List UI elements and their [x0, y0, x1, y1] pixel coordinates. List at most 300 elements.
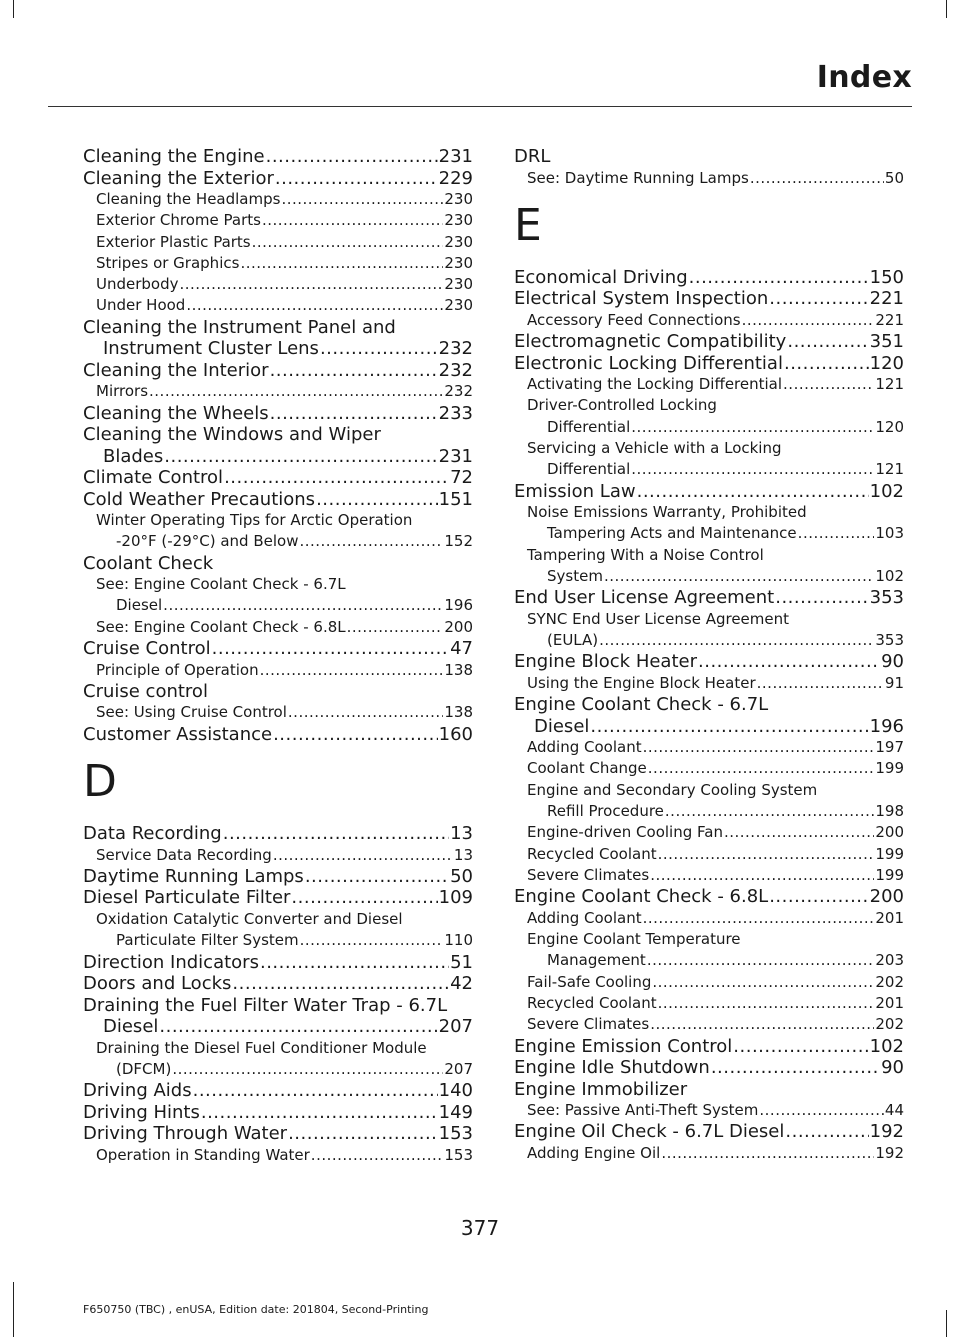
entry-line: [527, 758, 904, 779]
index-entry: [83, 168, 473, 190]
entry-text: Engine Immobilizer: [514, 1078, 688, 1100]
index-subentry: [514, 1100, 904, 1121]
index-entry: [83, 1123, 473, 1145]
entry-text: Economical Driving: [514, 266, 688, 288]
entry-text: Instrument Cluster Lens: [103, 338, 319, 360]
entry-text: DRL: [514, 146, 551, 167]
leader-dots: [787, 331, 868, 353]
leader-dots: [784, 353, 869, 375]
entry-text: Recycled Coolant: [527, 993, 657, 1012]
index-entry: [83, 317, 473, 360]
entry-page: 221: [869, 288, 904, 310]
index-subentry: [514, 929, 904, 972]
entry-line: [514, 481, 904, 503]
index-subentry: [83, 210, 473, 231]
entry-text: Exterior Chrome Parts: [96, 211, 261, 230]
entry-line: [527, 993, 904, 1014]
entry-line: [527, 523, 904, 544]
entry-line: [96, 595, 473, 616]
index-entry: [83, 553, 473, 575]
entry-text: Engine Coolant Check - 6.7L: [514, 694, 769, 716]
entry-line: [83, 638, 473, 660]
leader-dots: [652, 972, 874, 993]
index-subentry: [514, 502, 904, 545]
entry-line: [83, 973, 473, 995]
entry-page: 201: [875, 908, 904, 927]
entry-text: Winter Operating Tips for Arctic Operation: [96, 511, 413, 530]
entry-page: 51: [450, 951, 473, 973]
index-entry: [83, 952, 473, 974]
entry-text: Differential: [547, 460, 631, 479]
entry-text: Driver-Controlled Locking: [527, 396, 717, 415]
entry-text: Refill Procedure: [547, 802, 664, 821]
entry-page: 47: [450, 638, 473, 660]
entry-page: 102: [869, 1035, 904, 1057]
leader-dots: [599, 630, 874, 651]
entry-text: Engine Block Heater: [514, 651, 697, 673]
entry-text: Exterior Plastic Parts: [96, 232, 251, 251]
entry-page: 91: [884, 673, 904, 692]
entry-page: 160: [438, 723, 473, 745]
entry-page: 42: [450, 973, 473, 995]
index-entry: [514, 353, 904, 375]
entry-text: Daytime Running Lamps: [83, 865, 304, 887]
entry-line: [514, 651, 904, 673]
entry-text: Customer Assistance: [83, 723, 273, 745]
index-entry: [514, 651, 904, 673]
leader-dots: [631, 417, 874, 438]
page-number: 377: [460, 1216, 500, 1240]
entry-text: Doors and Locks: [83, 973, 232, 995]
index-subentry: [514, 545, 904, 588]
index-entry: [83, 866, 473, 888]
leader-dots: [212, 638, 449, 660]
leader-dots: [648, 758, 875, 779]
leader-dots: [299, 531, 443, 552]
entry-line: [96, 232, 473, 253]
entry-text: Tampering Acts and Maintenance: [547, 524, 797, 543]
entry-line: [514, 1121, 904, 1143]
index-subentry: [83, 253, 473, 274]
entry-text: System: [547, 566, 603, 585]
entry-page: 232: [444, 382, 473, 401]
leader-dots: [665, 801, 874, 822]
entry-page: 202: [875, 972, 904, 991]
entry-text: Service Data Recording: [96, 845, 272, 864]
index-entry: [83, 638, 473, 660]
entry-line: [527, 310, 904, 331]
entry-line: [527, 865, 904, 886]
entry-page: 50: [450, 865, 473, 887]
entry-text: Cleaning the Interior: [83, 359, 269, 381]
entry-line: [83, 1016, 473, 1038]
leader-dots: [180, 274, 444, 295]
entry-line: [527, 673, 904, 694]
leader-dots: [260, 952, 449, 974]
entry-page: 351: [869, 331, 904, 353]
entry-page: 353: [875, 631, 904, 650]
index-entry: [83, 403, 473, 425]
crop-mark-top-left: [13, 0, 14, 18]
entry-text: Engine Emission Control: [514, 1035, 733, 1057]
entry-line: [527, 1100, 904, 1121]
leader-dots: [320, 338, 438, 360]
leader-dots: [785, 1121, 868, 1143]
entry-line: [96, 274, 473, 295]
leader-dots: [647, 950, 875, 971]
leader-dots: [698, 651, 880, 673]
leader-dots: [658, 993, 875, 1014]
entry-text: Cleaning the Headlamps: [96, 190, 281, 208]
index-subentry: [83, 574, 473, 617]
entry-page: 207: [444, 1059, 473, 1078]
entry-page: 109: [438, 887, 473, 909]
entry-page: 153: [438, 1123, 473, 1145]
entry-line: [96, 845, 473, 866]
entry-text: Cleaning the Instrument Panel and: [83, 316, 396, 338]
entry-text: Adding Coolant: [527, 908, 642, 927]
leader-dots: [658, 844, 875, 865]
entry-text: (DFCM): [116, 1059, 172, 1078]
entry-page: 202: [875, 1015, 904, 1034]
leader-dots: [273, 724, 438, 746]
entry-line: [514, 288, 904, 310]
entry-line: [83, 360, 473, 382]
leader-dots: [164, 446, 437, 468]
section-letter: E: [514, 199, 542, 251]
entry-line: [527, 630, 904, 651]
entry-line: [83, 467, 473, 489]
entry-text: Draining the Fuel Filter Water Trap - 6.7L: [83, 994, 448, 1016]
entry-text: See: Engine Coolant Check - 6.7L: [96, 575, 346, 594]
entry-text: Cruise control: [83, 680, 208, 702]
entry-line: [527, 374, 904, 395]
entry-line: [96, 1145, 473, 1166]
leader-dots: [240, 253, 443, 274]
entry-page: 120: [869, 352, 904, 374]
leader-dots: [347, 617, 444, 638]
leader-dots: [661, 1143, 874, 1164]
entry-text: Tampering With a Noise Control: [527, 545, 764, 564]
entry-text: Particulate Filter System: [116, 931, 299, 950]
entry-line: [96, 660, 473, 681]
entry-text: Cleaning the Wheels: [83, 402, 269, 424]
entry-page: 138: [444, 660, 473, 679]
entry-text: Engine and Secondary Cooling System: [527, 780, 818, 799]
entry-line: [83, 338, 473, 360]
entry-page: 199: [875, 759, 904, 778]
entry-text: Coolant Change: [527, 759, 647, 778]
entry-line: [514, 146, 904, 168]
index-entry: [83, 467, 473, 489]
entry-text: Using the Engine Block Heater: [527, 673, 756, 692]
index-subentry: [514, 1014, 904, 1035]
index-entry: [83, 681, 473, 703]
page-title: Index: [816, 60, 912, 95]
entry-line: [514, 886, 904, 908]
entry-page: 200: [869, 886, 904, 908]
index-entry: [83, 489, 473, 511]
entry-page: 150: [869, 266, 904, 288]
entry-text: Engine Idle Shutdown: [514, 1057, 710, 1079]
index-subentry: [83, 1038, 473, 1081]
index-subentry: [514, 395, 904, 438]
entry-text: Stripes or Graphics: [96, 253, 240, 272]
entry-line: [514, 353, 904, 375]
leader-dots: [232, 973, 449, 995]
leader-dots: [311, 1145, 444, 1166]
entry-line: [96, 930, 473, 951]
entry-page: 230: [444, 275, 473, 294]
entry-page: 230: [444, 211, 473, 230]
entry-line: [83, 168, 473, 190]
entry-text: Severe Climates: [527, 1015, 650, 1034]
entry-line: [96, 295, 473, 316]
index-subentry: [514, 780, 904, 823]
entry-line: [83, 1080, 473, 1102]
index-subentry: [514, 737, 904, 758]
leader-dots: [775, 587, 868, 609]
entry-text: See: Using Cruise Control: [96, 703, 287, 722]
entry-text: Coolant Check: [83, 552, 214, 574]
leader-dots: [733, 1036, 868, 1058]
leader-dots: [163, 595, 443, 616]
entry-line: [96, 253, 473, 274]
entry-page: 231: [438, 445, 473, 467]
leader-dots: [288, 1123, 438, 1145]
entry-line: [527, 822, 904, 843]
entry-page: 232: [438, 338, 473, 360]
leader-dots: [783, 374, 874, 395]
index-entry: [514, 481, 904, 503]
index-subentry: [514, 168, 904, 189]
entry-page: 200: [875, 823, 904, 842]
index-entry: [514, 694, 904, 737]
entry-page: 230: [444, 190, 473, 208]
entry-text: Oxidation Catalytic Converter and Diesel: [96, 909, 403, 928]
leader-dots: [711, 1057, 880, 1079]
entry-text: Electrical System Inspection: [514, 288, 769, 310]
entry-page: 72: [450, 467, 473, 489]
section-letter: D: [83, 756, 117, 808]
index-subentry: [83, 381, 473, 402]
entry-page: 199: [875, 844, 904, 863]
entry-text: Engine Coolant Check - 6.8L: [514, 886, 769, 908]
leader-dots: [798, 523, 875, 544]
index-entry: [514, 146, 904, 168]
index-entry: [514, 1036, 904, 1058]
entry-page: 196: [444, 596, 473, 615]
entry-page: 102: [875, 566, 904, 585]
entry-text: Driving Aids: [83, 1080, 192, 1102]
index-entry: [514, 267, 904, 289]
entry-text: Activating the Locking Differential: [527, 375, 783, 394]
entry-page: 197: [875, 738, 904, 757]
entry-text: Differential: [547, 417, 631, 436]
index-subentry: [83, 617, 473, 638]
entry-page: 90: [881, 651, 904, 673]
entry-line: [514, 267, 904, 289]
leader-dots: [305, 866, 449, 888]
entry-text: Engine-driven Cooling Fan: [527, 823, 723, 842]
header-rule: [48, 106, 912, 107]
entry-text: Servicing a Vehicle with a Locking: [527, 438, 782, 457]
index-subentry: [83, 702, 473, 723]
entry-text: Cold Weather Precautions: [83, 488, 316, 510]
index-subentry: [514, 865, 904, 886]
entry-line: [527, 844, 904, 865]
entry-text: See: Daytime Running Lamps: [527, 168, 749, 187]
entry-line: [83, 146, 473, 168]
entry-page: 50: [884, 168, 904, 187]
leader-dots: [637, 481, 869, 503]
entry-line: [96, 210, 473, 231]
leader-dots: [270, 403, 438, 425]
entry-text: Engine Coolant Temperature: [527, 930, 741, 949]
entry-page: 152: [444, 532, 473, 551]
entry-text: Underbody: [96, 275, 179, 294]
index-entry: [514, 1079, 904, 1101]
entry-page: 149: [438, 1101, 473, 1123]
entry-line: [83, 823, 473, 845]
leader-dots: [724, 822, 874, 843]
entry-page: 44: [884, 1101, 904, 1120]
index-subentry: [514, 822, 904, 843]
entry-page: 200: [444, 617, 473, 636]
entry-page: 230: [444, 232, 473, 251]
index-subentry: [83, 232, 473, 253]
entry-text: Noise Emissions Warranty, Prohibited: [527, 503, 807, 522]
entry-line: [96, 1059, 473, 1080]
leader-dots: [224, 467, 449, 489]
leader-dots: [604, 566, 874, 587]
entry-line: [83, 553, 473, 575]
entry-page: 153: [444, 1145, 473, 1164]
index-subentry: [83, 510, 473, 553]
index-subentry: [83, 1145, 473, 1166]
entry-page: 203: [875, 951, 904, 970]
leader-dots: [149, 381, 443, 402]
leader-dots: [650, 865, 874, 886]
index-subentry: [83, 189, 473, 210]
index-entry: [514, 1057, 904, 1079]
entry-line: [96, 531, 473, 552]
leader-dots: [769, 288, 868, 310]
entry-line: [83, 866, 473, 888]
leader-dots: [650, 1014, 874, 1035]
index-entry: [83, 995, 473, 1038]
leader-dots: [252, 232, 444, 253]
leader-dots: [742, 310, 875, 331]
entry-line: [83, 1102, 473, 1124]
entry-page: 353: [869, 587, 904, 609]
leader-dots: [291, 887, 437, 909]
entry-text: Fail-Safe Cooling: [527, 972, 652, 991]
leader-dots: [631, 459, 874, 480]
leader-dots: [300, 930, 444, 951]
entry-page: 121: [875, 460, 904, 479]
entry-text: Emission Law: [514, 480, 636, 502]
entry-line: [83, 724, 473, 746]
leader-dots: [316, 489, 438, 511]
entry-page: 199: [875, 865, 904, 884]
entry-text: Severe Climates: [527, 865, 650, 884]
entry-text: SYNC End User License Agreement: [527, 609, 790, 628]
entry-page: 230: [444, 253, 473, 272]
crop-mark-bottom-left: [13, 1282, 14, 1337]
entry-line: [83, 681, 473, 703]
index-subentry: [514, 993, 904, 1014]
leader-dots: [769, 886, 868, 908]
leader-dots: [689, 267, 869, 289]
index-entry: [83, 360, 473, 382]
leader-dots: [643, 737, 875, 758]
entry-page: 230: [444, 296, 473, 315]
leader-dots: [193, 1080, 438, 1102]
leader-dots: [281, 189, 443, 210]
entry-text: Draining the Diesel Fuel Conditioner Module: [96, 1038, 427, 1057]
leader-dots: [590, 716, 868, 738]
index-entry: [83, 973, 473, 995]
entry-line: [527, 1143, 904, 1164]
entry-line: [514, 587, 904, 609]
entry-line: [96, 617, 473, 638]
entry-line: [527, 168, 904, 189]
entry-line: [514, 716, 904, 738]
index-entry: [514, 331, 904, 353]
leader-dots: [273, 845, 453, 866]
entry-page: 221: [875, 310, 904, 329]
entry-text: Operation in Standing Water: [96, 1145, 310, 1164]
entry-text: Accessory Feed Connections: [527, 310, 741, 329]
entry-page: 140: [438, 1080, 473, 1102]
index-entry: [83, 424, 473, 467]
entry-line: [527, 908, 904, 929]
entry-line: [83, 1123, 473, 1145]
leader-dots: [201, 1102, 438, 1124]
entry-line: [527, 459, 904, 480]
leader-dots: [750, 168, 884, 189]
entry-text: Diesel Particulate Filter: [83, 887, 291, 909]
entry-text: Driving Hints: [83, 1101, 200, 1123]
footer-edition: F650750 (TBC) , enUSA, Edition date: 201804, Second-Printing: [83, 1303, 429, 1316]
index-subentry: [83, 295, 473, 316]
entry-line: [96, 702, 473, 723]
entry-line: [527, 801, 904, 822]
entry-page: 138: [444, 703, 473, 722]
entry-page: 201: [875, 993, 904, 1012]
index-subentry: [514, 844, 904, 865]
entry-text: See: Passive Anti-Theft System: [527, 1101, 759, 1120]
index-subentry: [83, 274, 473, 295]
index-column-right: [514, 146, 904, 1164]
entry-page: 231: [438, 146, 473, 167]
index-subentry: [83, 660, 473, 681]
entry-page: 121: [875, 375, 904, 394]
entry-line: [83, 489, 473, 511]
entry-page: 102: [869, 480, 904, 502]
leader-dots: [186, 295, 443, 316]
entry-line: [83, 887, 473, 909]
entry-line: [83, 446, 473, 468]
entry-page: 151: [438, 488, 473, 510]
entry-text: End User License Agreement: [514, 587, 775, 609]
entry-text: See: Engine Coolant Check - 6.8L: [96, 617, 346, 636]
entry-line: [514, 1057, 904, 1079]
leader-dots: [757, 673, 884, 694]
entry-line: [527, 1014, 904, 1035]
entry-page: 229: [438, 167, 473, 189]
